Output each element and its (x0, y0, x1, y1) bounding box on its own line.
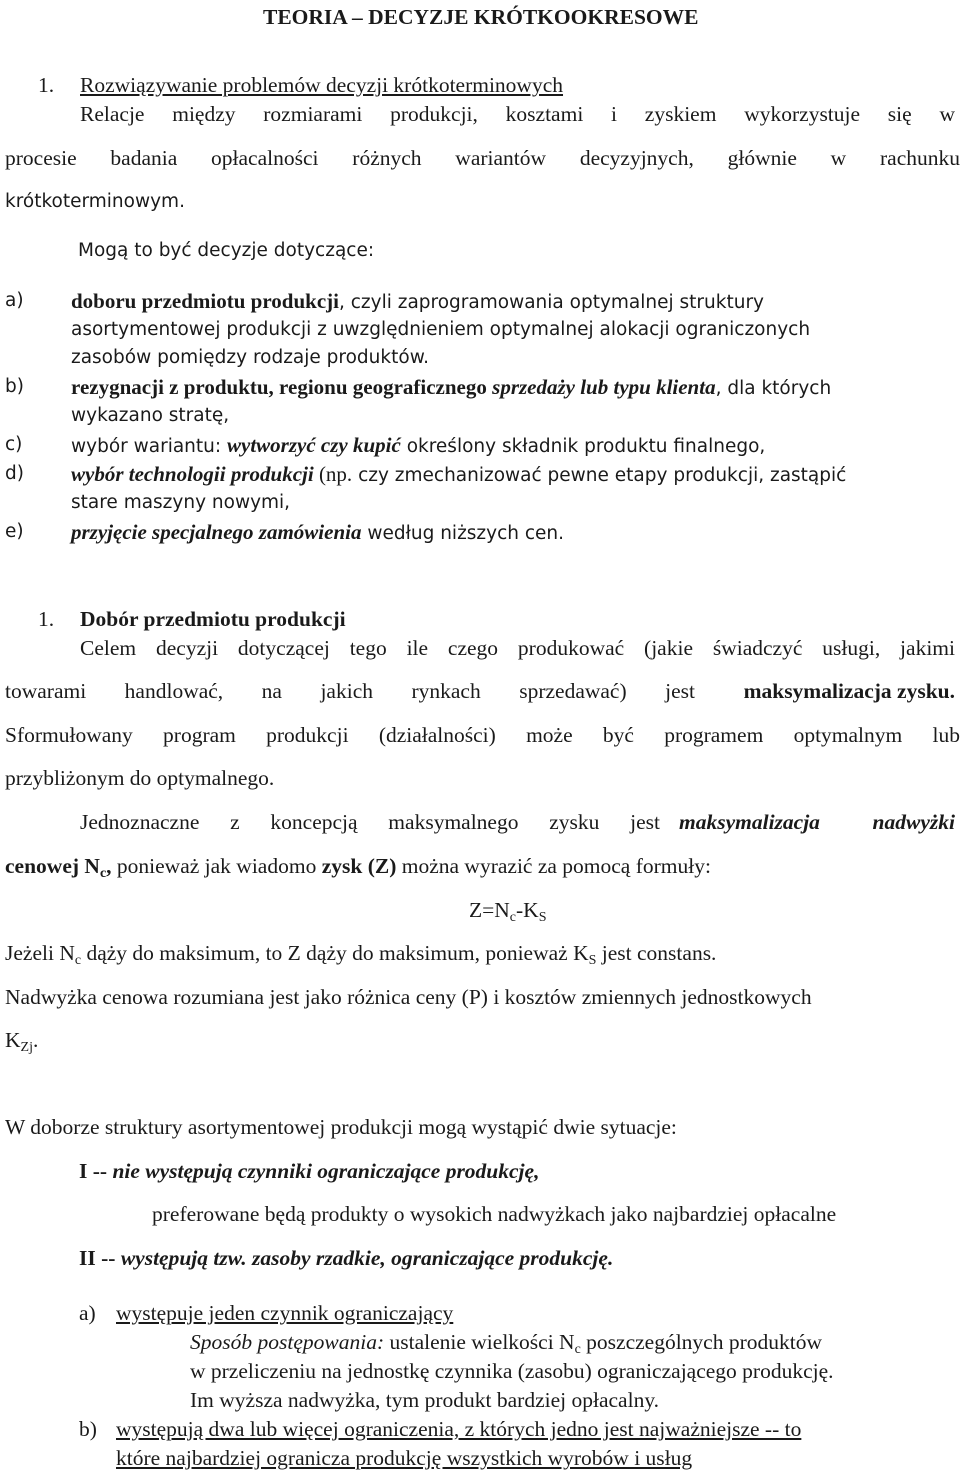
paragraph-text: towarami handlować, na jakich rynkach sprzedawać) jest (5, 679, 695, 703)
list-text: ustalenie wielkości N (384, 1330, 575, 1354)
list-label: e) (5, 521, 24, 542)
section-title: Rozwiązywanie problemów decyzji krótkoterminowych (80, 73, 564, 97)
subscript: S (538, 910, 547, 925)
paragraph-line (5, 678, 955, 704)
case-2 (79, 1245, 613, 1271)
list-text: , czyli zaprogramowania optymalnej struktury (339, 292, 764, 313)
paragraph-bold: maksymalizacja zysku. (743, 679, 955, 703)
list-bold: doboru przedmiotu produkcji (71, 289, 339, 313)
list-line: które najbardziej ogranicza produkcję wszystkich wyrobów i usług (116, 1446, 693, 1470)
list-line: stare maszyny nowymi, (71, 492, 291, 513)
list-label: a) (79, 1301, 96, 1325)
paragraph-line: przybliżonym do optymalnego. (5, 766, 275, 790)
case-1-description: preferowane będą produkty o wysokich nadwyżkach jako najbardziej opłacalne (152, 1202, 837, 1226)
paragraph-intro: Mogą to być decyzje dotyczące: (78, 240, 375, 261)
paragraph-line: W doborze struktury asortymentowej produkcji mogą wystąpić dwie sytuacje: (5, 1115, 677, 1139)
formula-part: Z=N (469, 898, 510, 922)
list-bold: rezygnacji z produktu, regionu geograficznego (71, 375, 487, 399)
paragraph-text: dąży do maksimum, to Z dąży do maksimum, ponieważ K (81, 941, 589, 965)
list-heading: występują dwa lub więcej ograniczenia, z których jedno jest najważniejsze -- to (116, 1417, 802, 1441)
paragraph-text: K (5, 1028, 21, 1052)
case-label: I -- (79, 1159, 108, 1183)
paragraph-line: procesie badania opłacalności różnych wariantów decyzyjnych, głównie w rachunku (5, 146, 960, 170)
section-number: 1. (38, 73, 55, 97)
list-line: wykazano stratę, (71, 405, 230, 426)
list-label: a) (5, 290, 24, 311)
paragraph-text: ponieważ jak wiadomo (111, 854, 322, 878)
paragraph-text: można wyrazić za pomocą formuły: (396, 854, 711, 878)
list-label: d) (5, 463, 24, 484)
subscript: c (509, 910, 517, 925)
list-line: w przeliczeniu na jednostkę czynnika (zasobu) ograniczającego produkcję. (190, 1359, 834, 1383)
list-line: Im wyższa nadwyżka, tym produkt bardziej opłacalny. (190, 1388, 660, 1412)
section-number: 1. (38, 607, 55, 631)
list-text: określony składnik produktu finalnego, (400, 436, 766, 457)
paragraph-line (80, 809, 955, 835)
paragraph-line: krótkoterminowym. (5, 191, 185, 212)
subscript: c (74, 953, 82, 968)
paragraph-text: Jednoznaczne z koncepcją maksymalnego zysku jest (80, 810, 660, 834)
list-line: asortymentowej produkcji z uwzględnieniem optymalnej alokacji ograniczonych (71, 319, 811, 340)
paragraph-bold: zysk (Z) (321, 854, 397, 878)
paragraph-text: jest constans. (596, 941, 717, 965)
list-text: wybór wariantu: (71, 436, 227, 457)
paragraph-line (5, 940, 716, 966)
page-title: TEORIA – DECYZJE KRÓTKOOKRESOWE (263, 5, 699, 29)
list-text: czy zmechanizować pewne etapy produkcji, zastąpić (352, 465, 847, 486)
list-line: zasobów pomiędzy rodzaje produktów. (71, 347, 430, 368)
list-italic: Sposób postępowania: (190, 1330, 385, 1354)
case-text: nie występują czynniki ograniczające produkcję, (107, 1159, 540, 1183)
paragraph-bold: , (106, 854, 112, 878)
paragraph-line (5, 853, 711, 879)
paragraph-line (5, 1027, 38, 1053)
list-bold-italic: przyjęcie specjalnego zamówienia (71, 520, 362, 544)
list-label: b) (5, 376, 24, 397)
paragraph-text: . (32, 1028, 39, 1052)
subscript: S (588, 953, 597, 968)
subscript: c (99, 866, 107, 881)
subscript: c (574, 1342, 581, 1357)
case-1 (79, 1158, 539, 1184)
list-bold-italic: wytworzyć czy kupić (227, 433, 401, 457)
list-line (190, 1329, 822, 1355)
list-text: , dla których (715, 378, 832, 399)
case-label: II -- (79, 1246, 116, 1270)
list-text: według niższych cen. (361, 523, 565, 544)
formula-part: -K (516, 898, 539, 922)
paragraph-line: Celem decyzji dotyczącej tego ile czego produkować (jakie świadczyć usługi, jakimi (80, 636, 955, 660)
section-title: Dobór przedmiotu produkcji (80, 607, 346, 631)
list-bold-italic: wybór technologii produkcji (71, 462, 314, 486)
list-text: (np. (313, 462, 353, 486)
paragraph-bold-italic: maksymalizacja nadwyżki (679, 810, 955, 834)
list-bold-italic: sprzedaży lub typu klienta (486, 375, 716, 399)
paragraph-line: Sformułowany program produkcji (działalności) może być programem optymalnym lub (5, 723, 960, 747)
paragraph-text: Jeżeli N (5, 941, 75, 965)
formula (469, 897, 547, 923)
list-text: poszczególnych produktów (580, 1330, 823, 1354)
list-label: c) (5, 434, 23, 455)
list-label: b) (79, 1417, 97, 1441)
paragraph-line: Relacje między rozmiarami produkcji, kosztami i zyskiem wykorzystuje się w (80, 102, 955, 126)
case-text: występują tzw. zasoby rzadkie, ograniczające produkcję. (115, 1246, 614, 1270)
paragraph-bold: cenowej N (5, 854, 100, 878)
list-heading: występuje jeden czynnik ograniczający (116, 1301, 454, 1325)
paragraph-line: Nadwyżka cenowa rozumiana jest jako różnica ceny (P) i kosztów zmiennych jednostkowych (5, 985, 812, 1009)
subscript: Zj (20, 1040, 33, 1055)
